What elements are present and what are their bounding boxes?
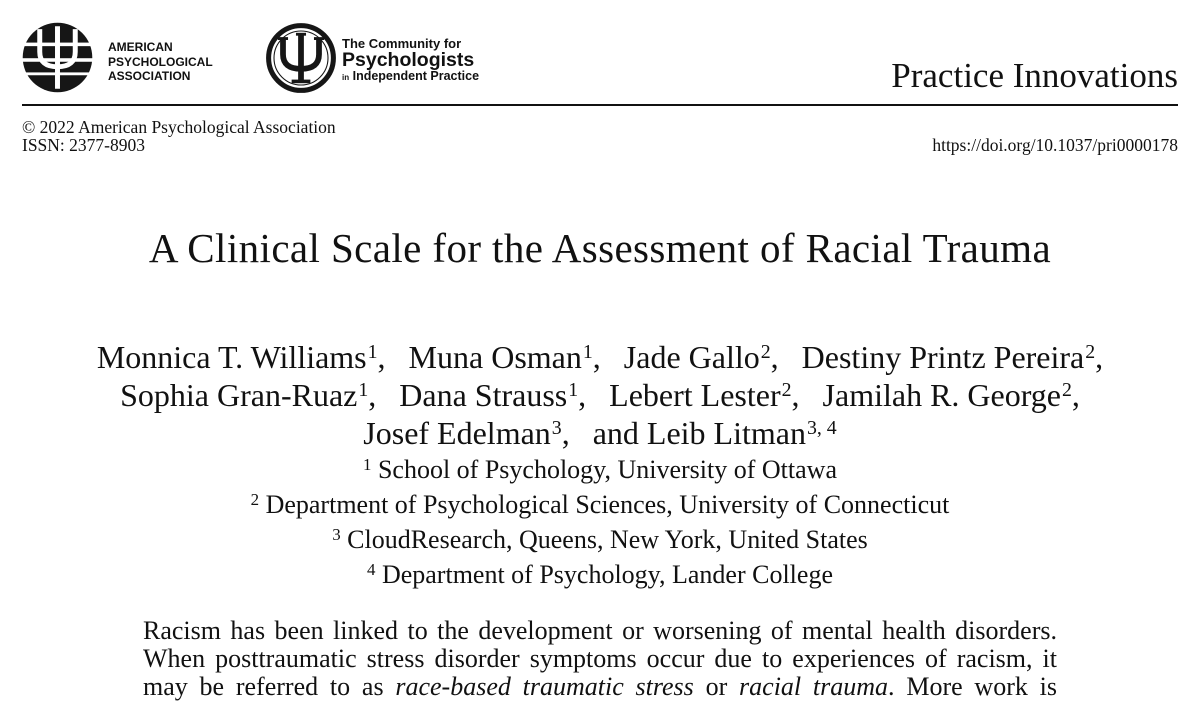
affiliation-text: CloudResearch, Queens, New York, United States: [347, 525, 868, 554]
affiliation: [0, 452, 1200, 490]
abstract-term: racial trauma: [739, 672, 889, 701]
author-separator: ,: [561, 415, 570, 451]
author-separator: ,: [1095, 339, 1104, 375]
apa-logo-icon: [22, 22, 93, 93]
affiliation-text: Department of Psychology, Lander College: [381, 560, 833, 589]
affiliation-marker: 3: [551, 417, 562, 440]
author-line: [0, 414, 1200, 452]
apa-logo-line: ASSOCIATION: [108, 69, 191, 83]
author-separator: ,: [592, 339, 601, 375]
author: [97, 338, 386, 376]
affiliation-marker: 1: [367, 341, 378, 364]
abstract-text: may be referred to as: [143, 672, 384, 701]
author-name: Jamilah R. George: [822, 377, 1061, 413]
doi-link[interactable]: https://doi.org/10.1037/pri0000178: [932, 135, 1178, 155]
author-name: Jade Gallo: [623, 339, 760, 375]
author: [823, 376, 1080, 414]
cpip-logo-text: Independent Practice: [352, 69, 480, 83]
affiliation-marker: 1: [582, 341, 593, 364]
author-name: Sophia Gran-Ruaz: [120, 377, 358, 413]
author: [363, 414, 569, 452]
author-name: Lebert Lester: [609, 377, 781, 413]
affiliation-number: 3: [332, 524, 341, 544]
author-separator: ,: [377, 339, 386, 375]
affiliation-marker: 3, 4: [806, 417, 837, 440]
abstract-text: . More work is: [888, 672, 1057, 701]
author-separator: ,: [791, 377, 800, 413]
affiliation-text: Department of Psychological Sciences, University of Connecticut: [265, 490, 950, 519]
author: [399, 376, 586, 414]
author-name: Muna Osman: [408, 339, 582, 375]
abstract-text: or: [705, 672, 728, 701]
copyright: © 2022 American Psychological Association: [22, 117, 336, 137]
affiliation-marker: 2: [760, 341, 771, 364]
author-name: and Leib Litman: [592, 415, 806, 451]
affiliation-number: 4: [367, 559, 376, 579]
affiliation-marker: 1: [358, 379, 369, 402]
affiliation-number: 1: [363, 454, 372, 474]
author-separator: ,: [1071, 377, 1080, 413]
author-name: Josef Edelman: [363, 415, 551, 451]
author-name: Dana Strauss: [399, 377, 568, 413]
author-name: Monnica T. Williams: [96, 339, 367, 375]
cpip-logo-line: [342, 69, 479, 85]
apa-logo-line: AMERICAN: [108, 40, 173, 54]
author-line: [0, 376, 1200, 414]
affiliation-marker: 2: [1062, 379, 1072, 402]
author-separator: ,: [770, 339, 779, 375]
author: [409, 338, 601, 376]
abstract-line: [143, 673, 1057, 701]
author: [624, 338, 779, 376]
affiliation-marker: 1: [568, 379, 579, 402]
apa-logo-line: PSYCHOLOGICAL: [108, 54, 213, 69]
affiliation-number: 2: [250, 489, 260, 509]
header-rule: [22, 104, 1178, 106]
author-separator: ,: [578, 377, 587, 413]
cpip-logo-line: Psychologists: [342, 49, 475, 71]
affiliation: [0, 487, 1200, 525]
author-name: Destiny Printz Pereira: [801, 339, 1085, 375]
paper-title: A Clinical Scale for the Assessment of Racial Trauma: [148, 225, 1052, 271]
issn: ISSN: 2377-8903: [22, 135, 145, 155]
abstract-line: When posttraumatic stress disorder symptoms occur due to experiences of racism, it: [143, 644, 1057, 673]
journal-name: Practice Innovations: [891, 56, 1178, 95]
author: [802, 338, 1104, 376]
author-line: [0, 338, 1200, 376]
abstract-term: race-based traumatic stress: [395, 672, 694, 701]
affiliation-text: School of Psychology, University of Ottawa: [377, 455, 837, 484]
affiliation-marker: 2: [781, 379, 792, 402]
cpip-logo-line: The Community for: [342, 36, 462, 51]
affiliation: [0, 522, 1200, 560]
affiliation: [0, 557, 1200, 595]
apa-logo-text: [108, 40, 213, 84]
cpip-logo-prefix: in: [342, 73, 350, 82]
author: [120, 376, 376, 414]
author: [593, 414, 837, 452]
author: [609, 376, 799, 414]
cpip-logo-icon: [265, 22, 337, 94]
affiliation-marker: 2: [1085, 341, 1096, 364]
abstract-line: Racism has been linked to the development or worsening of mental health disorders.: [143, 616, 1057, 645]
author-separator: ,: [368, 377, 377, 413]
